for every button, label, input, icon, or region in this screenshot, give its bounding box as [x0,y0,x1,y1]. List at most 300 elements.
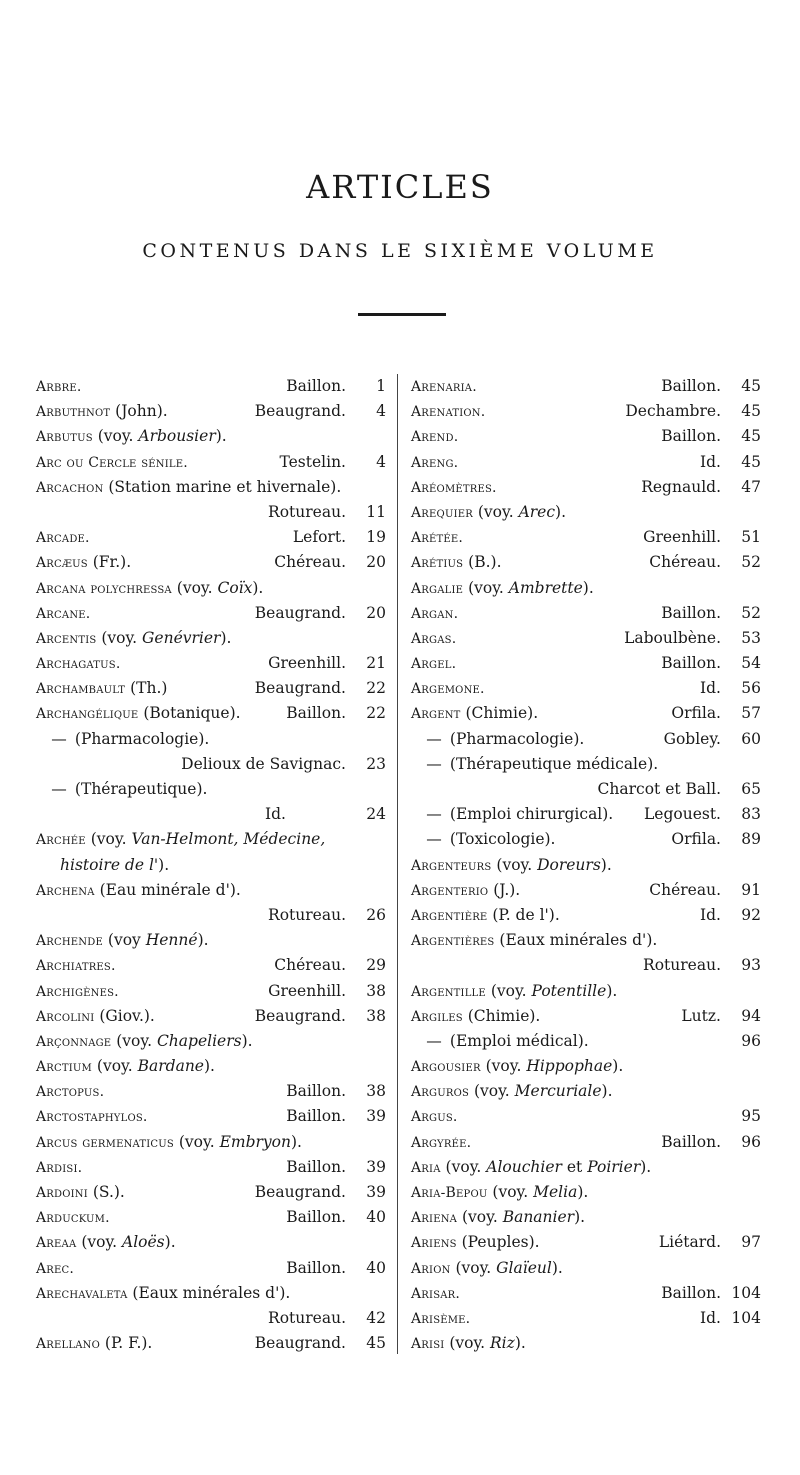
entry-headword: Arechavaleta [36,1285,128,1302]
entry-text [411,1032,589,1050]
entry-qualifier-end: ). [215,427,227,446]
entry-page-number: 38 [366,1006,386,1025]
column-divider [397,374,398,1354]
entry-qualifier-end: ). [577,1183,589,1201]
entry-text [36,931,209,949]
entry-author: Chéreau. [649,880,721,899]
entry-page-number: 53 [741,628,761,647]
index-entry [411,727,761,752]
entry-headword: Areng. [411,454,459,471]
entry-qualifier: (voy. [485,981,532,1000]
entry-headword: Arcachon [36,479,104,496]
entry-author: Baillon. [286,1107,346,1126]
index-entry [36,1004,386,1029]
entry-author: Chéreau. [274,956,346,975]
entry-text [411,982,617,1000]
entry-page-number: 22 [366,679,386,698]
entry-page-number: 89 [741,830,761,849]
entry-qualifier: (Eau minérale d'). [94,880,241,899]
index-entry [411,827,761,852]
entry-author: Beaugrand. [254,402,346,421]
entry-headword: Arcade. [36,530,90,547]
entry-author: Id. [265,805,286,824]
entry-page-number: 42 [366,1308,386,1327]
entry-text [411,553,502,571]
entry-page-number: 97 [741,1233,761,1252]
entry-author: Greenhill. [643,528,721,547]
index-entry [411,928,761,953]
entry-qualifier: (B.). [463,553,502,572]
index-entry [411,651,761,676]
entry-crossref: Alouchier [486,1157,562,1176]
index-entry [411,777,761,802]
entry-headword: Arisème. [411,1310,471,1327]
index-entry [36,853,386,878]
entry-author: Baillon. [286,1157,346,1176]
entry-page-number: 20 [366,603,386,622]
entry-headword: Arequier [411,504,473,521]
entry-headword: Arec. [36,1260,75,1277]
entry-headword: Argenterio [411,882,489,899]
entry-text [411,1309,470,1327]
entry-author: Baillon. [661,1132,721,1151]
entry-headword: Archende [36,933,103,950]
index-entry [36,626,386,651]
index-entry [36,676,386,701]
index-entry [411,853,761,878]
entry-author: Lefort. [292,528,346,547]
entry-text [36,377,81,395]
entry-crossref: Embryon [219,1132,291,1151]
index-column-left [36,374,386,1356]
index-entry [36,827,386,852]
entry-page-number: 96 [741,1132,761,1151]
entry-text [411,931,657,949]
index-entry [411,475,761,500]
index-entry [411,500,761,525]
index-entry [411,1155,761,1180]
entry-headword: Argalie [411,580,464,597]
index-entry [36,1054,386,1079]
entry-author: Beaugrand. [254,1006,346,1025]
index-entry [411,601,761,626]
index-entry [411,752,761,777]
entry-headword: Arctium [36,1059,92,1076]
entry-text [411,1284,460,1302]
entry-qualifier: (voy. [457,1208,503,1227]
entry-text [36,780,207,798]
entry-qualifier: (John). [110,402,168,421]
entry-text [411,478,497,496]
entry-qualifier: (P. F.). [100,1334,153,1353]
index-entry [36,525,386,550]
entry-crossref: Doreurs [537,855,601,874]
entry-author: Delioux de Savignac. [181,754,346,773]
entry-qualifier: (Thérapeutique). [70,780,208,798]
entry-page-number: 65 [741,780,761,798]
index-entry [36,928,386,953]
entry-crossref: Glaïeul [496,1258,552,1277]
entry-page-number: 39 [366,1107,386,1126]
entry-page-number: 11 [366,502,386,521]
page-subtitle: CONTENUS DANS LE SIXIÈME VOLUME [142,240,658,262]
entry-author: Testelin. [279,452,346,471]
entry-qualifier: (Chimie). [460,704,539,723]
entry-headword: Arcana polychressa [36,580,172,597]
entry-crossref: Chapeliers [156,1031,242,1050]
index-entry [411,1331,761,1356]
entry-headword: Archambault [36,681,126,698]
entry-crossref: Mercuriale [514,1082,602,1101]
entry-headword: Arbutus [36,429,93,446]
entry-headword: Arguros [411,1084,470,1101]
entry-author: Legouest. [644,805,721,824]
entry-text [36,1057,215,1075]
entry-headword: Argent [411,706,461,723]
entry-headword: Archena [36,882,95,899]
index-entry [36,802,386,827]
entry-headword: Arenation. [411,404,486,421]
entry-headword: Argas. [411,630,457,647]
entry-text [411,503,566,521]
index-entry [36,903,386,928]
entry-qualifier: (Toxicologie). [445,830,556,849]
index-entry [411,1004,761,1029]
entry-page-number: 56 [741,679,761,698]
entry-page-number: 1 [376,377,386,395]
entry-text [36,528,90,546]
index-entry [36,424,386,449]
entry-crossref: Potentille [531,981,607,1000]
entry-crossref: Van-Helmont, Médecine, [131,830,326,849]
index-entry [411,878,761,903]
entry-text [411,805,613,823]
entry-headword: Arisi [411,1336,445,1353]
index-entry [411,626,761,651]
entry-author: Dechambre. [625,402,721,421]
entry-crossref: Bardane [137,1057,204,1076]
entry-qualifier: (Pharmacologie). [70,729,210,748]
entry-text [36,604,90,622]
entry-headword: Ardisi. [36,1159,83,1176]
index-entry [411,979,761,1004]
entry-qualifier-end: ). [514,1334,526,1353]
entry-qualifier-end: et [561,1157,588,1176]
entry-text [36,1133,302,1151]
entry-text [411,1183,588,1201]
entry-author: Beaugrand. [254,603,346,622]
index-entry [411,525,761,550]
entry-dash: — [426,830,442,849]
index-entry [411,1029,761,1054]
index-entry [411,424,761,449]
entry-text [411,453,458,471]
entry-qualifier: (voy. [173,1132,220,1151]
entry-qualifier-end: ). [640,1157,652,1176]
entry-author: Rotureau. [268,502,346,521]
entry-author: Baillon. [661,654,721,673]
entry-text [411,1133,471,1151]
entry-author: Regnauld. [641,477,721,496]
entry-crossref: Coïx [217,578,253,597]
entry-headword: Arend. [411,429,459,446]
entry-headword: Areaa [36,1235,77,1252]
entry-headword: Ariena [411,1210,458,1227]
entry-text [36,1032,253,1050]
entry-text [36,1007,155,1025]
entry-headword: Archée [36,832,86,849]
entry-text [411,704,538,722]
entry-text [36,654,121,672]
index-entry [411,374,761,399]
index-entry [36,953,386,978]
entry-page-number: 104 [731,1283,761,1302]
index-entry [36,601,386,626]
entry-qualifier: (voy. [76,1233,123,1252]
entry-crossref: Ambrette [508,578,583,597]
entry-author: Rotureau. [643,956,721,975]
entry-headword: Arduckum. [36,1210,110,1227]
entry-qualifier: (voy. [480,1057,527,1076]
entry-qualifier-end: ). [606,981,618,1000]
entry-text [36,1334,152,1352]
entry-headword: Arion [411,1260,451,1277]
index-entry [36,1331,386,1356]
entry-qualifier: (voy. [85,830,132,849]
entry-qualifier: (voy. [491,855,538,874]
entry-qualifier: (Fr.). [87,553,132,572]
entry-headword: Argemone. [411,681,485,698]
entry-qualifier-end: ). [197,931,209,950]
index-entry [411,399,761,424]
index-entry [411,1230,761,1255]
index-entry [36,1130,386,1155]
entry-headword: Arétius [411,555,464,572]
entry-author: Liétard. [658,1233,721,1252]
entry-page-number: 52 [741,603,761,622]
entry-qualifier: (voy. [450,1258,497,1277]
index-entry [36,1281,386,1306]
entry-page-number: 4 [376,452,386,471]
entry-qualifier: (voy. [463,578,509,597]
entry-text [36,427,227,445]
entry-qualifier: (J.). [488,880,521,899]
index-column-right [411,374,761,1356]
entry-qualifier-end: ). [241,1031,253,1050]
entry-text [411,881,520,899]
entry-author: Baillon. [286,1082,346,1101]
entry-headword: Aria-Bepou [411,1185,488,1201]
entry-headword: Arctostaphylos. [36,1109,148,1126]
entry-author: Beaugrand. [254,1334,346,1353]
entry-dash: — [426,805,442,824]
entry-qualifier: (S.). [87,1183,125,1201]
entry-qualifier-end: ). [158,855,170,874]
index-entry [411,1180,761,1205]
entry-headword: Arcentis [36,630,97,647]
entry-text [36,1208,110,1226]
entry-page-number: 45 [741,377,761,395]
entry-author: Baillon. [661,377,721,395]
entry-text [411,730,584,748]
entry-text [411,679,485,697]
entry-headword: Argel. [411,656,457,673]
entry-headword: Arellano [36,1336,100,1353]
entry-crossref: Hippophae [526,1057,613,1076]
entry-dash: — [426,754,442,773]
index-entry [36,701,386,726]
entry-text [36,730,209,748]
entry-author: Gobley. [663,729,721,748]
entry-headword: Arc ou Cercle sénile. [36,454,188,471]
entry-qualifier: (voy. [444,1334,491,1353]
entry-author: Orfila. [671,830,721,849]
entry-headword: Arcolini [36,1008,95,1025]
entry-crossref: histoire de l' [60,855,159,874]
entry-qualifier: (Emploi chirurgical). [445,805,614,824]
entry-text [411,1259,563,1277]
entry-headword: Archangélique [36,706,139,723]
entry-author: Id. [700,452,721,471]
entry-author: Baillon. [661,1283,721,1302]
index-entry [36,550,386,575]
entry-qualifier-end: ). [574,1208,586,1227]
entry-qualifier: (voy. [171,578,218,597]
index-entry [36,1029,386,1054]
entry-text [36,1082,104,1100]
entry-text [36,679,167,697]
index-entry [411,1256,761,1281]
entry-text [36,629,231,647]
entry-author: Rotureau. [268,905,346,924]
index-entry [36,727,386,752]
entry-page-number: 83 [741,805,761,824]
entry-text [36,881,241,899]
entry-text [411,1057,623,1075]
entry-qualifier: (Chimie). [462,1006,541,1025]
entry-qualifier-end: ). [551,1258,563,1277]
entry-author: Id. [700,679,721,698]
index-entry [36,576,386,601]
entry-author: Greenhill. [268,654,346,673]
entry-page-number: 40 [366,1258,386,1277]
entry-dash: — [51,780,67,798]
title-rule [358,313,446,316]
entry-page-number: 4 [376,402,386,421]
entry-text [411,1334,526,1352]
entry-author: Chéreau. [274,553,346,572]
entry-qualifier-end: ). [220,628,232,647]
entry-text [411,629,456,647]
entry-headword: Arbre. [36,379,82,395]
entry-text [36,856,169,874]
index-entry [411,802,761,827]
index-entry [411,1306,761,1331]
entry-page-number: 91 [741,880,761,899]
entry-page-number: 95 [741,1107,761,1126]
entry-text [411,402,485,420]
entry-author: Rotureau. [268,1308,346,1327]
entry-page-number: 45 [741,427,761,446]
entry-headword: Archagatus. [36,656,121,673]
index-entry [411,1079,761,1104]
entry-headword: Argousier [411,1059,481,1076]
entry-text [411,1082,613,1100]
entry-page-number: 38 [366,981,386,1000]
entry-author: Baillon. [286,1258,346,1277]
entry-headword: Argus. [411,1109,458,1126]
entry-author: Greenhill. [268,981,346,1000]
entry-qualifier-end: ). [252,578,264,597]
entry-author: Baillon. [286,1208,346,1227]
entry-text [36,830,325,848]
entry-page-number: 39 [366,1157,386,1176]
index-entry [411,903,761,928]
entry-page-number: 47 [741,477,761,496]
entry-crossref: Bananier [502,1208,575,1227]
index-entry [411,953,761,978]
entry-text [411,830,555,848]
entry-page-number: 26 [366,905,386,924]
entry-author: Beaugrand. [254,679,346,698]
entry-qualifier: (voy. [96,628,143,647]
entry-page-number: 19 [366,528,386,547]
entry-qualifier-end: ). [582,578,594,597]
entry-text [36,704,241,722]
entry-qualifier: (voy. [487,1183,534,1201]
entry-headword: Arçonnage [36,1033,112,1050]
entry-text [36,579,263,597]
entry-text [411,579,594,597]
index-entry [36,1155,386,1180]
index-entry [411,1054,761,1079]
index-entry [36,475,386,500]
index-entry [36,1256,386,1281]
entry-text [411,427,458,445]
entry-crossref: Melia [533,1183,578,1201]
entry-qualifier: (Botanique). [138,704,241,723]
entry-qualifier-end: ). [601,1082,613,1101]
entry-page-number: 93 [741,956,761,975]
entry-text [411,856,612,874]
index-entry [411,1281,761,1306]
entry-page-number: 57 [741,704,761,723]
entry-headword: Archiatres. [36,958,116,975]
entry-page-number: 54 [741,654,761,673]
entry-headword: Ardoini [36,1185,88,1201]
entry-crossref: Riz [490,1334,515,1353]
entry-crossref: Genévrier [142,628,221,647]
entry-crossref: Henné [145,931,198,950]
entry-headword: Argentières [411,933,495,950]
entry-qualifier: (Th.) [125,679,168,698]
index-entry [36,1104,386,1129]
index-entry [411,701,761,726]
entry-author: Lutz. [681,1006,721,1025]
index-entry [36,878,386,903]
entry-headword: Arbuthnot [36,404,111,421]
entry-page-number: 45 [366,1334,386,1353]
entry-headword: Aréomètres. [411,479,497,496]
entry-crossref: Arbousier [138,427,216,446]
index-entry [36,1205,386,1230]
index-entry [36,752,386,777]
entry-page-number: 24 [366,805,386,824]
index-entry [411,1130,761,1155]
entry-text [411,1208,585,1226]
entry-headword: Argenteurs [411,857,492,874]
entry-page-number: 52 [741,553,761,572]
